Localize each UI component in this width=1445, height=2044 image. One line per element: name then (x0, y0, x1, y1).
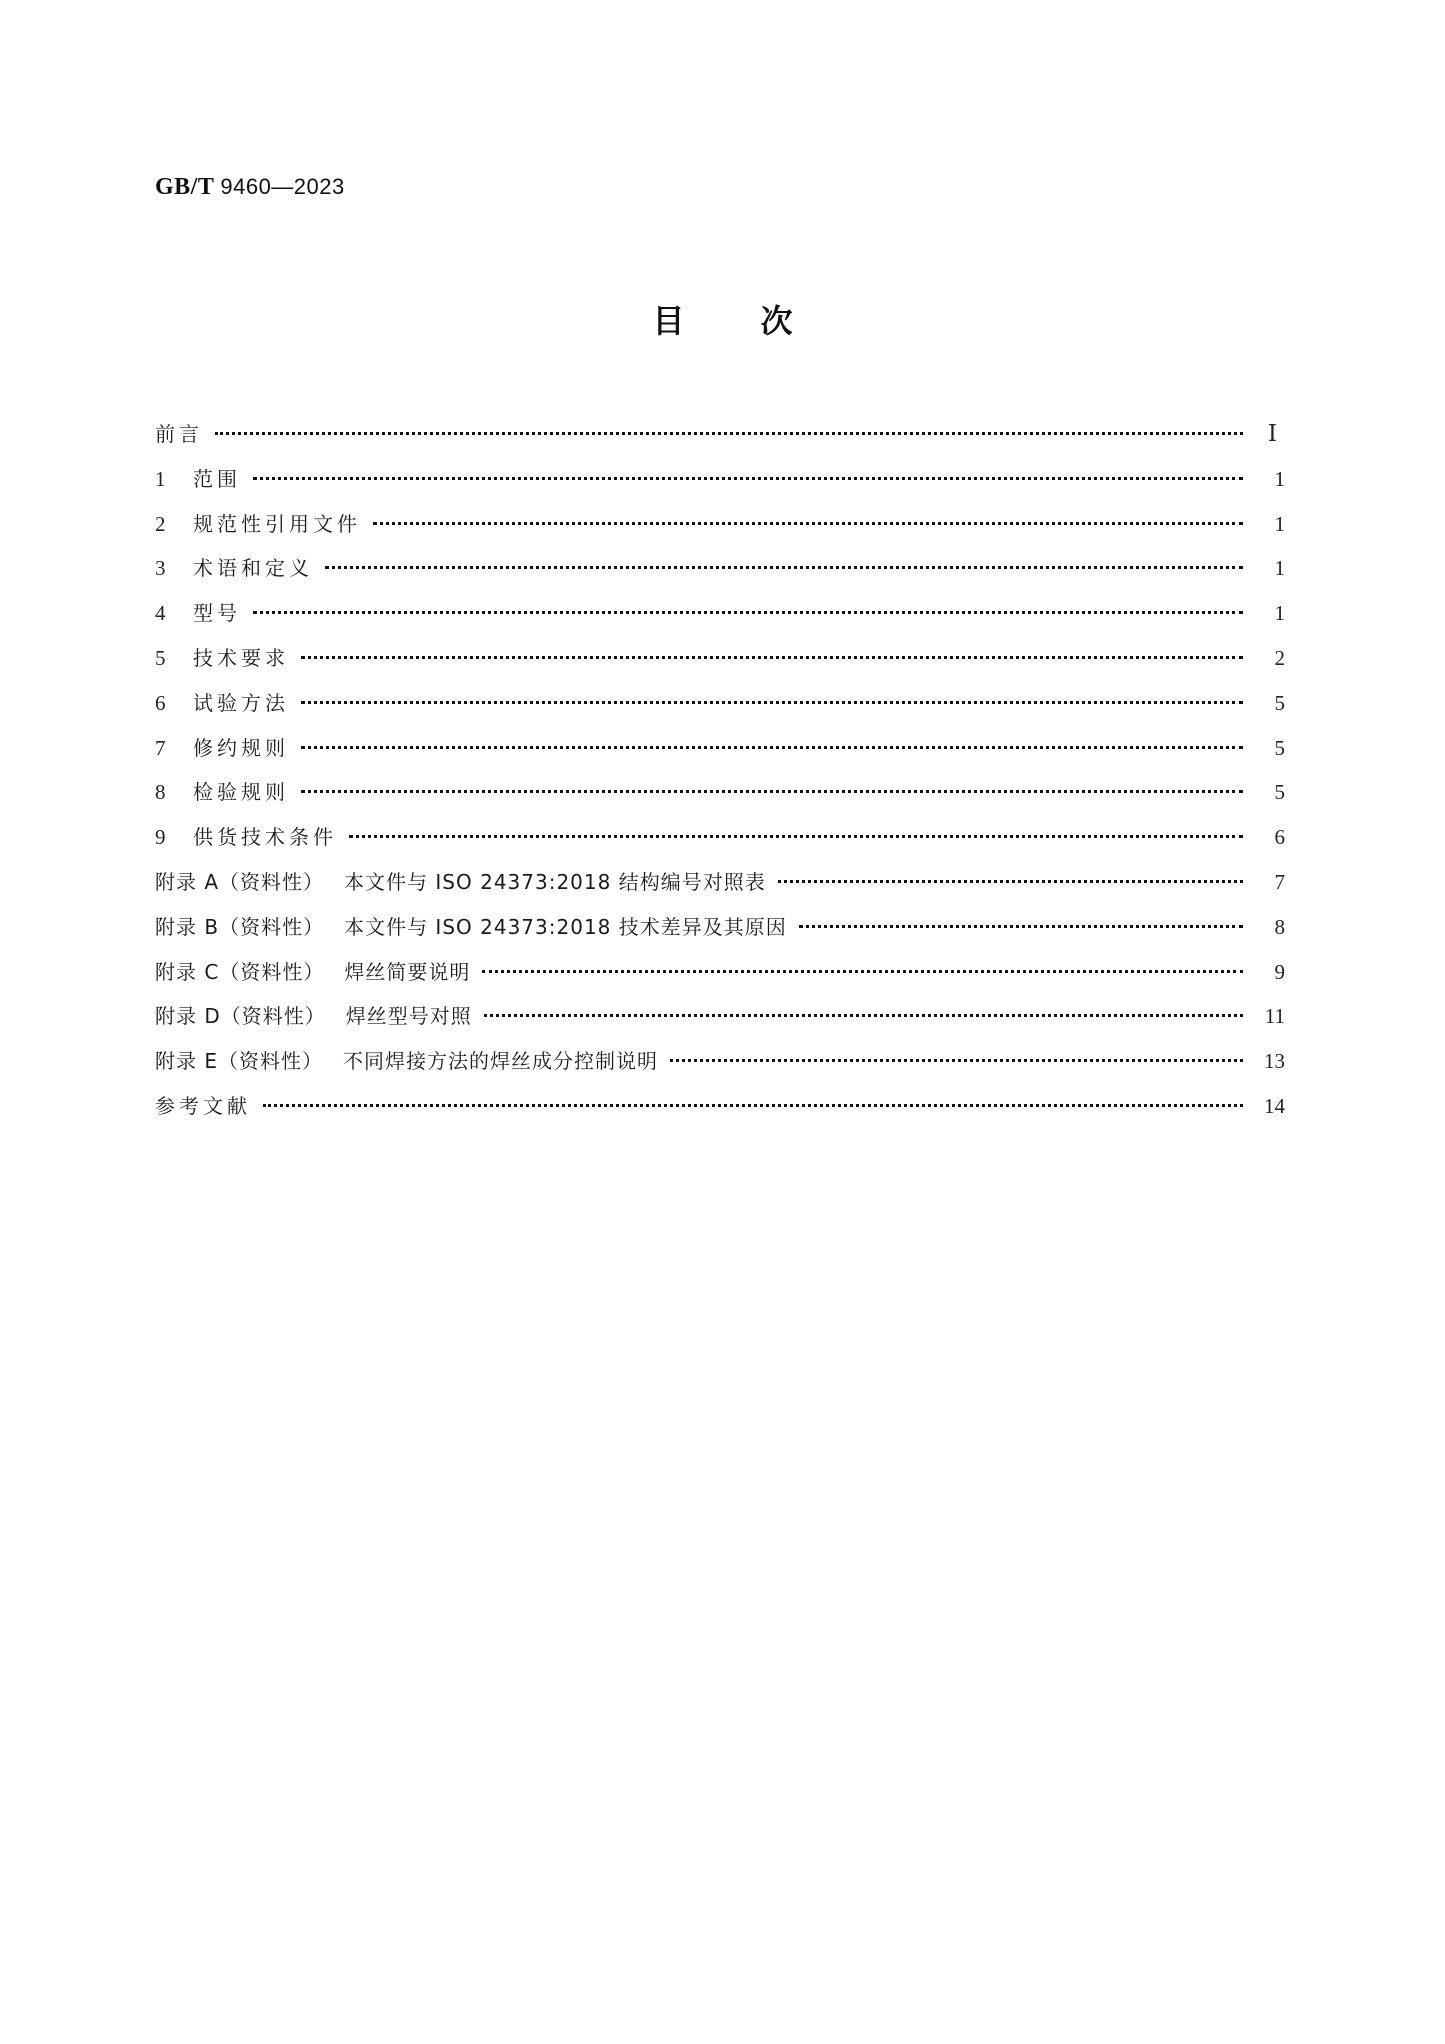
dot-leader (263, 1104, 1243, 1107)
toc-entry-test-methods[interactable] (155, 687, 1285, 732)
toc-entry-label: 不同焊接方法的焊丝成分控制说明 (343, 1049, 658, 1074)
toc-entry-label: 术语和定义 (193, 556, 313, 581)
toc-entry-normative-references[interactable] (155, 508, 1285, 553)
toc-page-number: Ⅰ (1267, 421, 1277, 446)
document-id (155, 174, 345, 201)
toc-appendix-prefix: 附录 E（资料性） (155, 1049, 323, 1074)
dot-leader (325, 566, 1243, 569)
dot-leader (349, 835, 1243, 838)
toc-entry-appendix-c[interactable] (155, 956, 1285, 1001)
dot-leader (253, 477, 1243, 480)
toc-section-number: 7 (155, 735, 166, 760)
dot-leader (484, 1014, 1243, 1017)
toc-entry-inspection-rules[interactable] (155, 776, 1285, 821)
toc-appendix-prefix: 附录 A（资料性） (155, 869, 325, 894)
dot-leader (670, 1059, 1243, 1062)
page-title: 目次 (652, 302, 869, 340)
toc-entry-label: 规范性引用文件 (193, 511, 361, 536)
toc-entry-label: 供货技术条件 (193, 825, 337, 850)
toc-appendix-prefix: 附录 C（资料性） (155, 959, 325, 984)
toc-appendix-prefix: 附录 D（资料性） (155, 1004, 326, 1029)
toc-page-number: 9 (1274, 959, 1285, 984)
toc-page-number: 2 (1274, 645, 1285, 670)
toc-entry-appendix-d[interactable] (155, 1000, 1285, 1045)
toc-entry-technical-requirements[interactable] (155, 642, 1285, 687)
toc-page-number: 8 (1274, 914, 1285, 939)
toc-entry-appendix-b[interactable] (155, 911, 1285, 956)
toc-entry-foreword[interactable] (155, 418, 1285, 463)
dot-leader (253, 611, 1243, 614)
toc-entry-appendix-a[interactable] (155, 866, 1285, 911)
toc-entry-appendix-e[interactable] (155, 1045, 1285, 1090)
toc-entry-label: 本文件与 ISO 24373:2018 技术差异及其原因 (344, 914, 787, 939)
toc-page-number: 13 (1264, 1049, 1285, 1074)
toc-entry-scope[interactable] (155, 463, 1285, 508)
toc-entry-label: 前言 (155, 422, 203, 446)
toc-section-number: 6 (155, 690, 166, 715)
dot-leader (301, 701, 1243, 704)
toc-entry-label: 本文件与 ISO 24373:2018 结构编号对照表 (344, 869, 766, 894)
toc-entry-label: 试验方法 (193, 690, 289, 715)
toc-entry-label: 技术要求 (193, 645, 289, 670)
table-of-contents (155, 418, 1285, 1135)
standard-prefix: GB/T (155, 174, 215, 200)
dot-leader (301, 746, 1243, 749)
toc-page-number: 5 (1274, 690, 1285, 715)
toc-page-number: 1 (1274, 466, 1285, 491)
toc-entry-label: 检验规则 (193, 780, 289, 805)
toc-entry-label: 参考文献 (155, 1093, 251, 1118)
toc-section-number: 5 (155, 645, 166, 670)
toc-section-number: 4 (155, 601, 166, 626)
toc-page-number: 1 (1274, 511, 1285, 536)
toc-page-number: 7 (1274, 869, 1285, 894)
toc-entry-bibliography[interactable] (155, 1090, 1285, 1135)
toc-entry-supply-conditions[interactable] (155, 821, 1285, 866)
toc-page-number: 5 (1274, 735, 1285, 760)
dot-leader (778, 880, 1243, 883)
toc-page-number: 11 (1264, 1004, 1285, 1029)
toc-entry-label: 修约规则 (193, 735, 289, 760)
toc-entry-rounding-rules[interactable] (155, 732, 1285, 777)
dot-leader (482, 970, 1243, 973)
toc-section-number: 2 (155, 511, 166, 536)
toc-section-number: 1 (155, 466, 166, 491)
dot-leader (215, 432, 1243, 435)
dot-leader (301, 656, 1243, 659)
toc-appendix-prefix: 附录 B（资料性） (155, 914, 325, 939)
dot-leader (799, 925, 1243, 928)
toc-page-number: 5 (1274, 780, 1285, 805)
toc-entry-label: 型号 (193, 601, 241, 626)
toc-section-number: 3 (155, 556, 166, 581)
toc-page-number: 6 (1274, 825, 1285, 850)
dot-leader (301, 790, 1243, 793)
toc-page-number: 14 (1264, 1093, 1285, 1118)
toc-section-number: 9 (155, 825, 166, 850)
toc-entry-label: 焊丝简要说明 (344, 959, 471, 984)
toc-page-number: 1 (1274, 556, 1285, 581)
dot-leader (373, 522, 1243, 525)
toc-entry-label: 范围 (193, 466, 241, 491)
toc-section-number: 8 (155, 780, 166, 805)
toc-entry-label: 焊丝型号对照 (345, 1004, 472, 1029)
toc-entry-terms-definitions[interactable] (155, 552, 1285, 597)
toc-page-number: 1 (1274, 601, 1285, 626)
toc-entry-model[interactable] (155, 597, 1285, 642)
standard-number: 9460—2023 (220, 174, 345, 199)
